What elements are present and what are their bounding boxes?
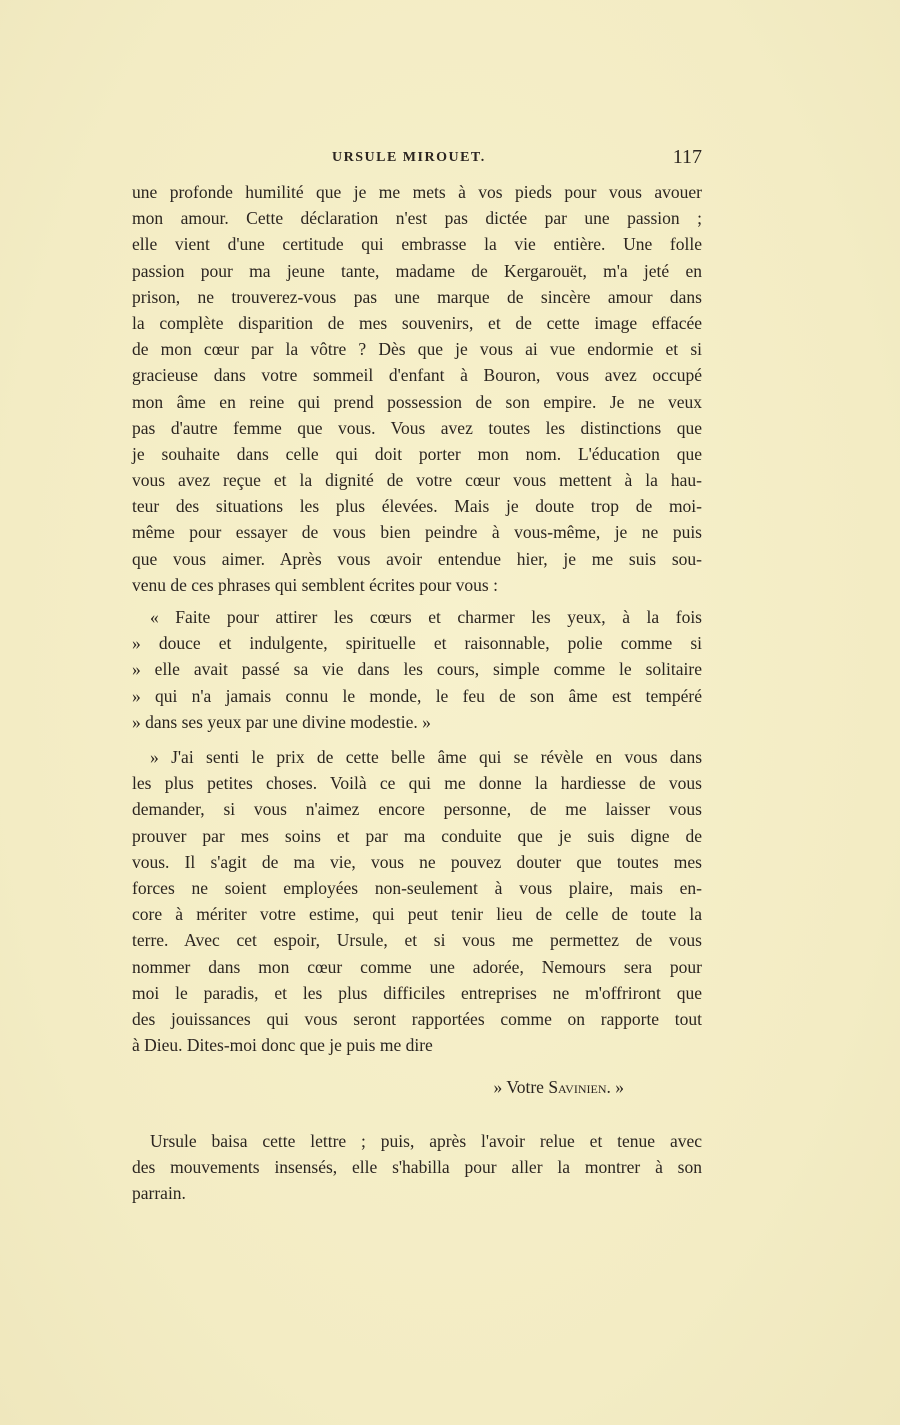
text-line: des jouissances qui vous seront rapportées comme on rapporte tout bbox=[132, 1008, 702, 1029]
text-line: terre. Avec cet espoir, Ursule, et si vous me permettez de vous bbox=[132, 930, 702, 951]
text-line: les plus petites choses. Voilà ce qui me donne la hardiesse de vous bbox=[132, 773, 702, 794]
text-line: » elle avait passé sa vie dans les cours, simple comme le solitaire bbox=[132, 659, 702, 680]
text-line: venu de ces phrases qui semblent écrites pour vous : bbox=[132, 574, 498, 595]
text-line: même pour essayer de vous bien peindre à vous-même, je ne puis bbox=[132, 522, 702, 543]
text-line: » dans ses yeux par une divine modestie. » bbox=[132, 711, 431, 732]
paragraph-2 bbox=[132, 744, 702, 1058]
text-line: » douce et indulgente, spirituelle et raisonnable, polie comme si bbox=[132, 633, 702, 654]
text-line: » J'ai senti le prix de cette belle âme qui se révèle en vous dans bbox=[150, 747, 702, 767]
text-line: une profonde humilité que je me mets à vos pieds pour vous avouer bbox=[132, 182, 702, 202]
text-line: la complète disparition de mes souvenirs, et de cette image effacée bbox=[132, 312, 702, 333]
text-line: à Dieu. Dites-moi donc que je puis me dire bbox=[132, 1035, 433, 1056]
signature-name: Savinien bbox=[548, 1077, 607, 1097]
text-line: demander, si vous n'aimez encore personne, de me laisser vous bbox=[132, 799, 702, 820]
text-line: vous avez reçue et la dignité de votre cœur vous mettent à la hau- bbox=[132, 470, 702, 491]
text-line: prouver par mes soins et par ma conduite que je suis digne de bbox=[132, 825, 702, 846]
page-number: 117 bbox=[672, 146, 702, 168]
signature-suffix: . » bbox=[606, 1077, 624, 1097]
text-line: parrain. bbox=[132, 1183, 186, 1204]
text-line: moi le paradis, et les plus difficiles entreprises ne m'offriront que bbox=[132, 982, 702, 1003]
text-line: « Faite pour attirer les cœurs et charmer les yeux, à la fois bbox=[150, 607, 702, 627]
paragraph-3 bbox=[132, 1128, 702, 1207]
text-line: que vous aimer. Après vous avoir entendue hier, je me suis sou- bbox=[132, 548, 702, 569]
text-line: core à mériter votre estime, qui peut tenir lieu de celle de toute la bbox=[132, 904, 702, 925]
text-line: Ursule baisa cette lettre ; puis, après l'avoir relue et tenue avec bbox=[150, 1131, 702, 1151]
text-line: je souhaite dans celle qui doit porter mon nom. L'éducation que bbox=[132, 443, 702, 464]
text-line: pas d'autre femme que vous. Vous avez toutes les distinctions que bbox=[132, 417, 702, 438]
text-line: elle vient d'une certitude qui embrasse la vie entière. Une folle bbox=[132, 234, 702, 255]
signature bbox=[132, 1074, 624, 1100]
text-line: vous. Il s'agit de ma vie, vous ne pouvez douter que toutes mes bbox=[132, 851, 702, 872]
text-line: passion pour ma jeune tante, madame de Kergarouët, m'a jeté en bbox=[132, 260, 702, 281]
paragraph-1 bbox=[132, 179, 702, 598]
running-title: URSULE MIROUET. bbox=[332, 150, 486, 165]
text-line: nommer dans mon cœur comme une adorée, Nemours sera pour bbox=[132, 956, 702, 977]
signature-prefix: » Votre bbox=[493, 1077, 544, 1097]
text-line: mon amour. Cette déclaration n'est pas dictée par une passion ; bbox=[132, 208, 702, 229]
text-line: de mon cœur par la vôtre ? Dès que je vous ai vue endormie et si bbox=[132, 339, 702, 360]
text-line: prison, ne trouverez-vous pas une marque de sincère amour dans bbox=[132, 286, 702, 307]
quotation bbox=[132, 604, 702, 735]
text-line: forces ne soient employées non-seulement à vous plaire, mais en- bbox=[132, 877, 702, 898]
page-header bbox=[132, 146, 702, 172]
text-line: teur des situations les plus élevées. Mais je doute trop de moi- bbox=[132, 496, 702, 517]
text-line: » qui n'a jamais connu le monde, le feu de son âme est tempéré bbox=[132, 685, 702, 706]
text-line: gracieuse dans votre sommeil d'enfant à Bouron, vous avez occupé bbox=[132, 365, 702, 386]
text-line: des mouvements insensés, elle s'habilla pour aller la montrer à son bbox=[132, 1157, 702, 1178]
text-line: mon âme en reine qui prend possession de son empire. Je ne veux bbox=[132, 391, 702, 412]
